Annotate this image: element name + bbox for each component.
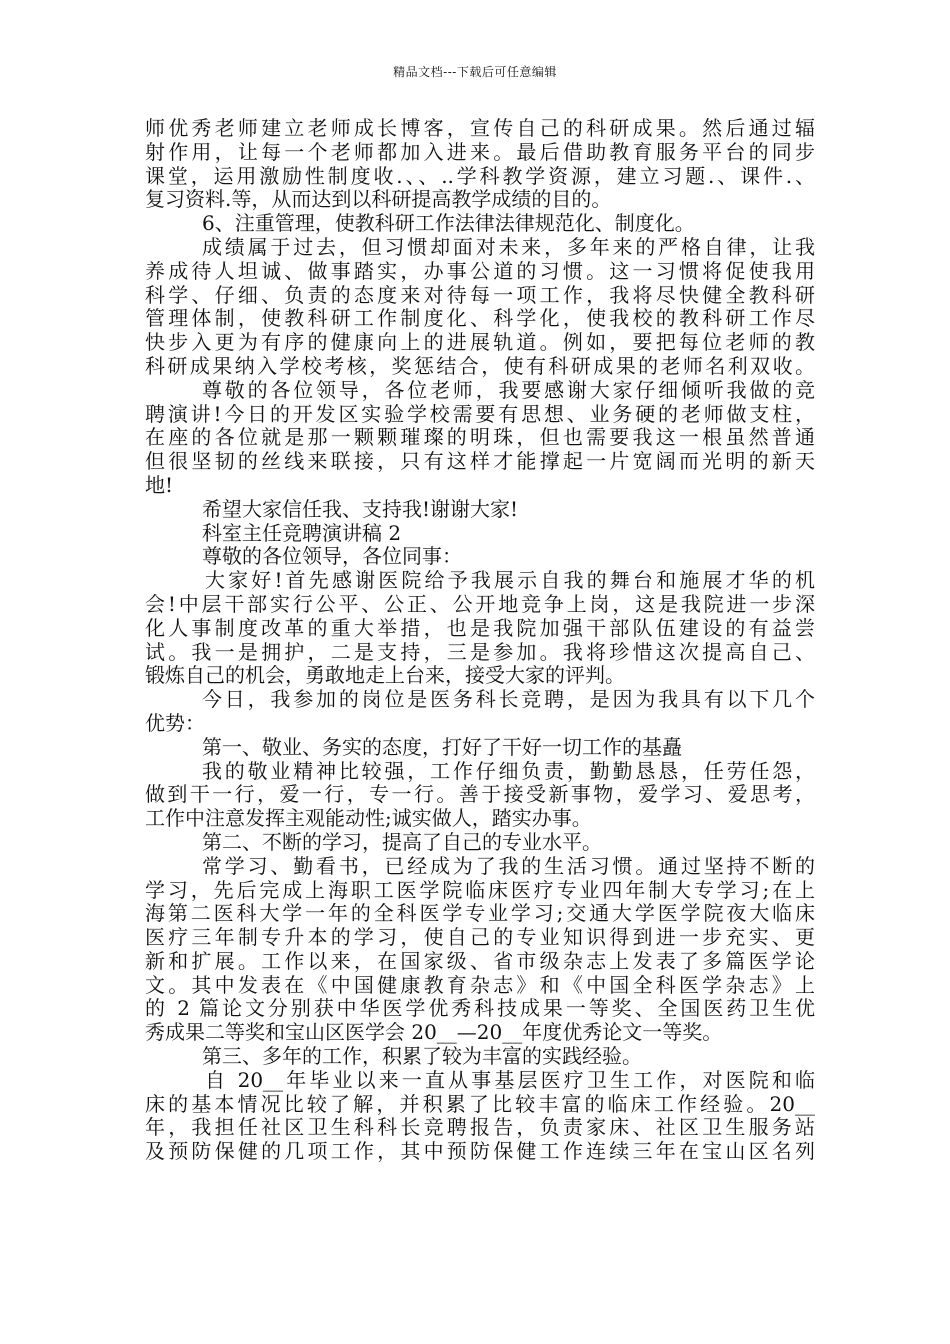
text-line: 聘演讲!今日的开发区实验学校需要有思想、业务硬的老师做支柱， [145,401,815,426]
text-line: 科室主任竞聘演讲稿 2 [202,520,402,545]
text-line: 海第二医科大学一年的全科医学专业学习;交通大学医学院夜大临床 [145,901,815,926]
text-line: 管理体制，使教科研工作制度化、科学化，使我校的教科研工作尽 [145,306,815,331]
text-line: 但很坚韧的丝线来联接，只有这样才能撑起一片宽阔而光明的新天 [145,449,815,474]
text-line: 在座的各位就是那一颗颗璀璨的明珠，但也需要我这一根虽然普通 [145,425,815,450]
text-line: 秀成果二等奖和宝山区医学会 20__—20__年度优秀论文一等奖。 [145,1020,723,1045]
text-line: 6、注重管理，使教科研工作法律法律规范化、制度化。 [202,211,695,236]
text-line: 及预防保健的几项工作，其中预防保健工作连续三年在宝山区名列 [145,1139,815,1164]
text-line: 做到干一行，爱一行，专一行。善于接受新事物，爱学习、爱思考， [145,782,815,807]
text-line: 文。其中发表在《中国健康教育杂志》和《中国全科医学杂志》上 [145,972,815,997]
text-line: 希望大家信任我、支持我!谢谢大家! [202,496,519,521]
document-body [145,117,815,1164]
text-line: 科研成果纳入学校考核，奖惩结合，使有科研成果的老师名利双收。 [145,353,815,378]
text-line: 我的敬业精神比较强，工作仔细负责，勤勤恳恳，任劳任怨， [202,758,815,783]
text-line: 今日，我参加的岗位是医务科长竞聘，是因为我具有以下几个 [202,687,815,712]
text-line: 养成待人坦诚、做事踏实，办事公道的习惯。这一习惯将促使我用 [145,258,815,283]
text-line: 地! [145,472,174,497]
text-line: 第一、敬业、务实的态度，打好了干好一切工作的基矗 [202,734,682,759]
text-line: 新和扩展。工作以来，在国家级、省市级杂志上发表了多篇医学论 [145,948,815,973]
text-line: 尊敬的各位领导，各位老师，我要感谢大家仔细倾听我做的竞 [202,377,815,402]
text-line: 学习，先后完成上海职工医学院临床医疗专业四年制大专学习;在上 [145,877,815,902]
text-line: 的 2 篇论文分别获中华医学优秀科技成果一等奖、全国医药卫生优 [145,996,815,1021]
text-line: 优势： [145,710,205,735]
text-line: 师优秀老师建立老师成长博客，宣传自己的科研成果。然后通过辐 [145,116,815,140]
text-line: 成绩属于过去，但习惯却面对未来，多年来的严格自律，让我 [202,234,815,259]
text-line: 课堂，运用激励性制度收.、、..学科教学资源，建立习题.、课件.、 [145,163,815,188]
text-line: 年，我担任社区卫生科科长竞聘报告，负责家床、社区卫生服务站 [145,1115,815,1140]
text-line: 化人事制度改革的重大举措，也是我院加强干部队伍建设的有益尝 [145,615,815,640]
text-line: 工作中注意发挥主观能动性;诚实做人，踏实办事。 [145,806,592,831]
text-line: 大家好!首先感谢医院给予我展示自我的舞台和施展才华的机 [205,568,815,593]
text-line: 自 20__年毕业以来一直从事基层医疗卫生工作，对医院和临 [205,1067,815,1092]
text-line: 复习资料.等，从而达到以科研提高教学成绩的目的。 [145,187,612,212]
text-line: 第二、不断的学习，提高了自己的专业水平。 [202,829,602,854]
text-line: 常学习、勤看书，已经成为了我的生活习惯。通过坚持不断的 [202,853,815,878]
text-line: 第三、多年的工作，积累了较为丰富的实践经验。 [202,1044,642,1069]
text-line: 锻炼自己的机会，勇敢地走上台来，接受大家的评判。 [145,663,625,688]
text-line: 床的基本情况比较了解，并积累了比较丰富的临床工作经验。20__ [145,1091,815,1116]
text-line: 快步入更为有序的健康向上的进展轨道。例如，要把每位老师的教 [145,330,815,355]
text-line: 射作用，让每一个老师都加入进来。最后借助教育服务平台的同步 [145,139,815,164]
text-line: 科学、仔细、负责的态度来对待每一项工作，我将尽快健全教科研 [145,282,815,307]
text-line: 会!中层干部实行公平、公正、公开地竞争上岗，这是我院进一步深 [145,591,815,616]
page-header: 精品文档---下载后可任意编辑 [393,65,557,79]
text-line: 试。我一是拥护，二是支持，三是参加。我将珍惜这次提高自己、 [145,639,815,664]
text-line: 尊敬的各位领导，各位同事： [202,544,462,569]
text-line: 医疗三年制专升本的学习，使自己的专业知识得到进一步充实、更 [145,925,815,950]
